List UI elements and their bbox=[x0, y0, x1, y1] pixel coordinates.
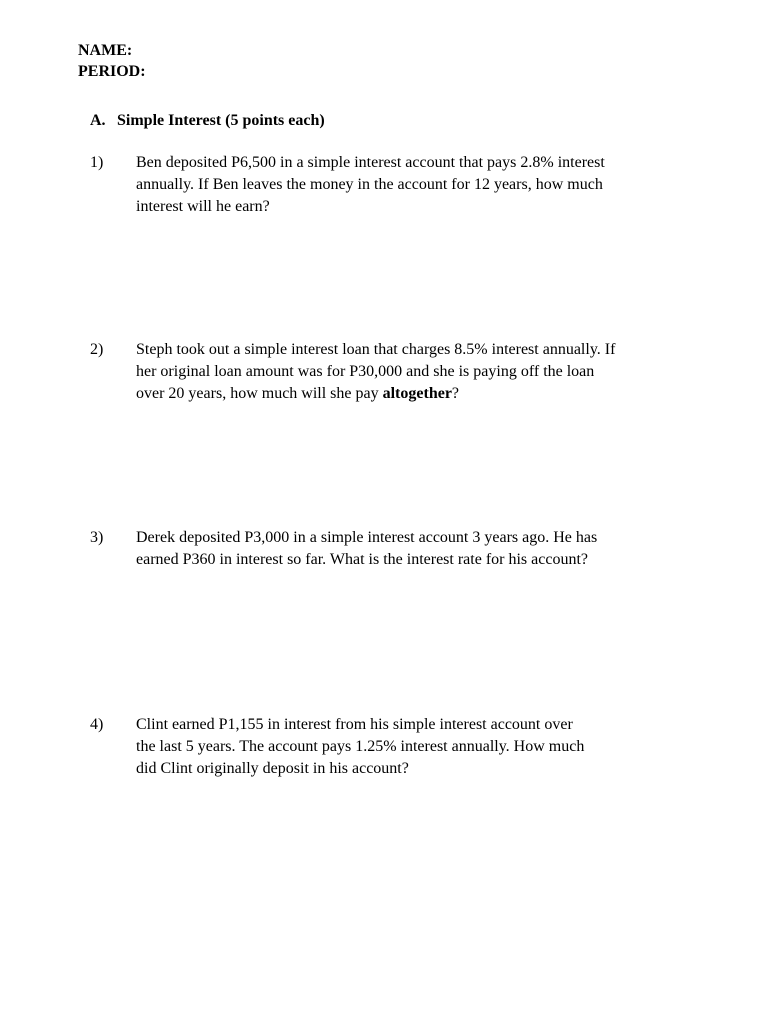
section-heading bbox=[90, 111, 325, 131]
question-line: her original loan amount was for P30,000 and she is paying off the loan bbox=[136, 363, 595, 380]
question-text bbox=[136, 152, 696, 218]
question-line: Ben deposited P6,500 in a simple interest account that pays 2.8% interest bbox=[136, 154, 605, 171]
period-label: PERIOD: bbox=[78, 63, 146, 80]
question-line bbox=[136, 383, 696, 405]
section-letter: A. bbox=[90, 112, 106, 129]
question-number: 2) bbox=[90, 341, 104, 358]
question-text bbox=[136, 714, 696, 780]
question-number: 3) bbox=[90, 529, 104, 546]
question-line: Clint earned P1,155 in interest from his simple interest account over bbox=[136, 716, 573, 733]
question-line: annually. If Ben leaves the money in the account for 12 years, how much bbox=[136, 176, 603, 193]
emphasis-altogether: altogether bbox=[382, 385, 452, 402]
question-line: Derek deposited P3,000 in a simple interest account 3 years ago. He has bbox=[136, 529, 598, 546]
question-number: 4) bbox=[90, 716, 104, 733]
question-line: interest will he earn? bbox=[136, 198, 270, 215]
question-line: earned P360 in interest so far. What is the interest rate for his account? bbox=[136, 551, 588, 568]
name-label: NAME: bbox=[78, 42, 133, 59]
question-line-text: over 20 years, how much will she pay bbox=[136, 385, 383, 402]
question-number: 1) bbox=[90, 154, 104, 171]
question-line: the last 5 years. The account pays 1.25% interest annually. How much bbox=[136, 738, 585, 755]
question-mark: ? bbox=[451, 385, 460, 402]
question-line: did Clint originally deposit in his account? bbox=[136, 760, 409, 777]
question-text bbox=[136, 527, 696, 571]
question-line: Steph took out a simple interest loan that charges 8.5% interest annually. If bbox=[136, 341, 616, 358]
question-text bbox=[136, 339, 696, 405]
section-title: Simple Interest (5 points each) bbox=[117, 112, 325, 129]
